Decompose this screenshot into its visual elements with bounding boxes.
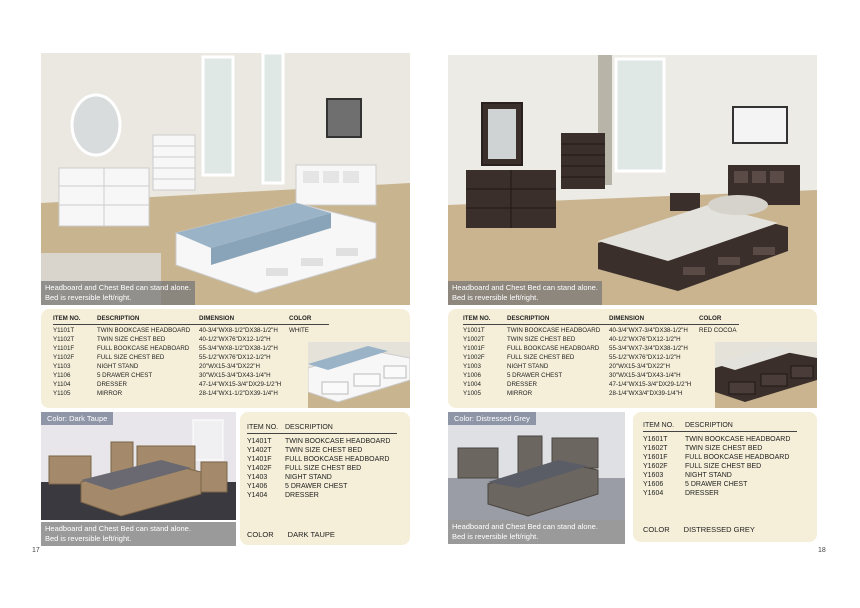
table-row — [53, 389, 329, 398]
table-cell: Y1603 — [643, 472, 664, 479]
table-cell: 55-3/4"WX7-3/4"DX38-1/2"H — [609, 345, 688, 352]
variant-caption-line-1: Headboard and Chest Bed can stand alone. — [45, 524, 191, 533]
table-cell: TWIN BOOKCASE HEADBOARD — [685, 436, 791, 443]
table-cell — [699, 389, 739, 398]
variant-color-line — [643, 525, 755, 534]
table-cell — [699, 380, 739, 389]
col-description: DESCRIPTION — [507, 315, 550, 322]
table-cell: DRESSER — [97, 381, 127, 388]
red-cocoa-illustration — [448, 55, 817, 305]
spec-table — [463, 314, 739, 398]
white-bedroom-illustration — [41, 53, 410, 305]
variant-caption-line-2: Bed is reversible left/right. — [452, 532, 539, 541]
col-item-no: ITEM NO. — [463, 315, 491, 322]
table-cell: 30"WX15-3/4"DX43-1/4"H — [199, 372, 271, 379]
table-cell: 5 DRAWER CHEST — [97, 372, 153, 379]
dark-taupe-illustration — [41, 412, 236, 520]
table-row — [53, 326, 329, 335]
table-cell: 5 DRAWER CHEST — [507, 372, 563, 379]
table-row — [247, 446, 397, 455]
white-bedroom-photo — [41, 53, 410, 305]
table-row — [53, 362, 329, 371]
table-cell — [699, 344, 739, 353]
table-cell: DRESSER — [285, 492, 319, 499]
table-cell: 20"WX15-3/4"DX22"H — [609, 363, 670, 370]
table-row — [463, 380, 739, 389]
photo-caption — [41, 281, 195, 305]
variant-table — [643, 421, 797, 498]
table-row — [247, 455, 397, 464]
table-cell: DRESSER — [685, 490, 719, 497]
table-cell: Y1102T — [53, 336, 75, 343]
red-cocoa-bedroom-photo — [448, 55, 817, 305]
table-cell — [699, 362, 739, 371]
table-cell: Y1101T — [53, 327, 75, 334]
spec-table-header — [463, 314, 739, 325]
table-cell: 47-1/4"WX15-3/4"DX29-1/2"H — [199, 381, 282, 388]
table-cell: NIGHT STAND — [285, 474, 332, 481]
variant-table-header — [247, 423, 397, 434]
table-cell: 30"WX15-3/4"DX43-1/4"H — [609, 372, 681, 379]
color-label: COLOR — [247, 530, 274, 539]
variant-table-header — [643, 421, 797, 432]
table-cell: 20"WX15-3/4"DX22"H — [199, 363, 260, 370]
table-row — [643, 435, 797, 444]
caption-line-1: Headboard and Chest Bed can stand alone. — [45, 283, 191, 292]
table-row — [53, 380, 329, 389]
variant-table — [247, 423, 397, 500]
table-row — [643, 453, 797, 462]
color-value: DARK TAUPE — [287, 530, 335, 539]
table-cell: Y1104 — [53, 381, 71, 388]
table-cell: Y1606 — [643, 481, 664, 488]
color-value: DISTRESSED GREY — [683, 525, 755, 534]
col-item-no: ITEM NO. — [53, 315, 81, 322]
table-cell: 28-1/4"WX3/4"DX39-1/4"H — [609, 390, 683, 397]
table-row — [247, 437, 397, 446]
caption-line-2: Bed is reversible left/right. — [452, 293, 539, 302]
table-cell: Y1404 — [247, 492, 268, 499]
table-cell: Y1003 — [463, 363, 481, 370]
table-cell: TWIN BOOKCASE HEADBOARD — [97, 327, 191, 334]
table-row — [53, 371, 329, 380]
table-cell: DRESSER — [507, 381, 537, 388]
table-row — [247, 482, 397, 491]
table-cell: TWIN BOOKCASE HEADBOARD — [507, 327, 601, 334]
table-row — [463, 353, 739, 362]
table-cell: 55-1/2"WX76"DX12-1/2"H — [609, 354, 681, 361]
table-cell — [289, 344, 329, 353]
table-row — [463, 371, 739, 380]
variant-col-item-no: ITEM NO. — [643, 422, 675, 429]
table-cell: Y1401T — [247, 438, 272, 445]
table-cell: Y1105 — [53, 390, 71, 397]
table-row — [247, 464, 397, 473]
table-cell: 40-3/4"WX8-1/2"DX38-1/2"H — [199, 327, 278, 334]
table-cell: Y1402T — [247, 447, 272, 454]
table-cell: RED COCOA — [699, 327, 737, 334]
color-tag: Color: Distressed Grey — [448, 412, 536, 425]
table-cell — [289, 362, 329, 371]
table-cell: Y1001T — [463, 327, 485, 334]
table-cell: Y1103 — [53, 363, 71, 370]
table-cell: Y1601F — [643, 454, 668, 461]
table-cell: 28-1/4"WX1-1/2"DX39-1/4"H — [199, 390, 278, 397]
page-number: 18 — [818, 547, 826, 554]
page-number: 17 — [32, 547, 40, 554]
table-row — [463, 335, 739, 344]
dark-taupe-bedroom-photo — [41, 412, 236, 520]
variant-color-line — [247, 530, 335, 539]
distressed-grey-illustration — [448, 412, 625, 520]
table-row — [247, 491, 397, 500]
table-cell — [289, 371, 329, 380]
table-cell: Y1406 — [247, 483, 268, 490]
photo-caption — [448, 281, 602, 305]
table-row — [643, 489, 797, 498]
table-cell — [289, 335, 329, 344]
table-row — [53, 353, 329, 362]
table-row — [463, 344, 739, 353]
table-cell: FULL BOOKCASE HEADBOARD — [285, 456, 390, 463]
table-cell: Y1106 — [53, 372, 71, 379]
table-cell: NIGHT STAND — [685, 472, 732, 479]
color-tag: Color: Dark Taupe — [41, 412, 113, 425]
table-cell — [699, 371, 739, 380]
catalog-page-18 — [430, 0, 860, 608]
table-cell: TWIN SIZE CHEST BED — [97, 336, 166, 343]
spec-table — [53, 314, 329, 398]
table-row — [643, 444, 797, 453]
variant-caption — [41, 522, 236, 546]
table-cell: NIGHT STAND — [97, 363, 139, 370]
table-cell: 47-1/4"WX15-3/4"DX29-1/2"H — [609, 381, 692, 388]
col-dimension: DIMENSION — [199, 315, 235, 322]
distressed-grey-bedroom-photo — [448, 412, 625, 520]
table-cell: TWIN BOOKCASE HEADBOARD — [285, 438, 391, 445]
table-row — [247, 473, 397, 482]
table-cell: TWIN SIZE CHEST BED — [507, 336, 576, 343]
table-cell: MIRROR — [97, 390, 123, 397]
variant-caption-line-1: Headboard and Chest Bed can stand alone. — [452, 522, 598, 531]
col-color: COLOR — [289, 315, 312, 322]
table-row — [643, 462, 797, 471]
table-row — [463, 326, 739, 335]
table-row — [463, 389, 739, 398]
table-row — [463, 362, 739, 371]
caption-line-1: Headboard and Chest Bed can stand alone. — [452, 283, 598, 292]
table-cell: FULL BOOKCASE HEADBOARD — [507, 345, 600, 352]
table-cell: Y1004 — [463, 381, 481, 388]
table-row — [643, 480, 797, 489]
table-cell: NIGHT STAND — [507, 363, 549, 370]
table-cell: 5 DRAWER CHEST — [285, 483, 348, 490]
table-cell — [699, 353, 739, 362]
table-cell: FULL BOOKCASE HEADBOARD — [97, 345, 190, 352]
table-cell: WHITE — [289, 327, 309, 334]
table-cell: FULL SIZE CHEST BED — [97, 354, 165, 361]
table-cell: FULL SIZE CHEST BED — [507, 354, 575, 361]
table-cell: 55-3/4"WX8-1/2"DX38-1/2"H — [199, 345, 278, 352]
table-row — [53, 344, 329, 353]
table-cell: FULL SIZE CHEST BED — [285, 465, 362, 472]
table-cell: Y1005 — [463, 390, 481, 397]
variant-caption-line-2: Bed is reversible left/right. — [45, 534, 132, 543]
table-cell: 40-1/2"WX76"DX12-1/2"H — [609, 336, 681, 343]
col-color: COLOR — [699, 315, 722, 322]
table-cell: Y1001F — [463, 345, 485, 352]
variant-caption — [448, 520, 625, 544]
table-cell: MIRROR — [507, 390, 533, 397]
table-cell: Y1604 — [643, 490, 664, 497]
table-row — [643, 471, 797, 480]
table-cell: TWIN SIZE CHEST BED — [285, 447, 363, 454]
table-cell: FULL SIZE CHEST BED — [685, 463, 762, 470]
table-row — [53, 335, 329, 344]
table-cell: Y1002F — [463, 354, 485, 361]
variant-col-item-no: ITEM NO. — [247, 424, 279, 431]
caption-line-2: Bed is reversible left/right. — [45, 293, 132, 302]
table-cell: TWIN SIZE CHEST BED — [685, 445, 763, 452]
table-cell: Y1602T — [643, 445, 668, 452]
table-cell: Y1602F — [643, 463, 668, 470]
table-cell: 40-3/4"WX7-3/4"DX38-1/2"H — [609, 327, 688, 334]
table-cell: Y1002T — [463, 336, 485, 343]
table-cell: 40-1/2"WX76"DX12-1/2"H — [199, 336, 271, 343]
table-cell: 5 DRAWER CHEST — [685, 481, 748, 488]
table-cell: Y1403 — [247, 474, 268, 481]
table-cell: Y1401F — [247, 456, 272, 463]
col-dimension: DIMENSION — [609, 315, 645, 322]
table-cell — [289, 389, 329, 398]
spec-table-header — [53, 314, 329, 325]
color-label: COLOR — [643, 525, 670, 534]
table-cell: Y1102F — [53, 354, 75, 361]
table-cell — [699, 335, 739, 344]
table-cell: Y1101F — [53, 345, 75, 352]
table-cell: FULL BOOKCASE HEADBOARD — [685, 454, 790, 461]
table-cell: 55-1/2"WX76"DX12-1/2"H — [199, 354, 271, 361]
variant-col-description: DESCRIPTION — [685, 422, 733, 429]
table-cell: Y1006 — [463, 372, 481, 379]
table-cell: Y1402F — [247, 465, 272, 472]
variant-col-description: DESCRIPTION — [285, 424, 333, 431]
col-description: DESCRIPTION — [97, 315, 140, 322]
table-cell — [289, 353, 329, 362]
table-cell: Y1601T — [643, 436, 668, 443]
table-cell — [289, 380, 329, 389]
